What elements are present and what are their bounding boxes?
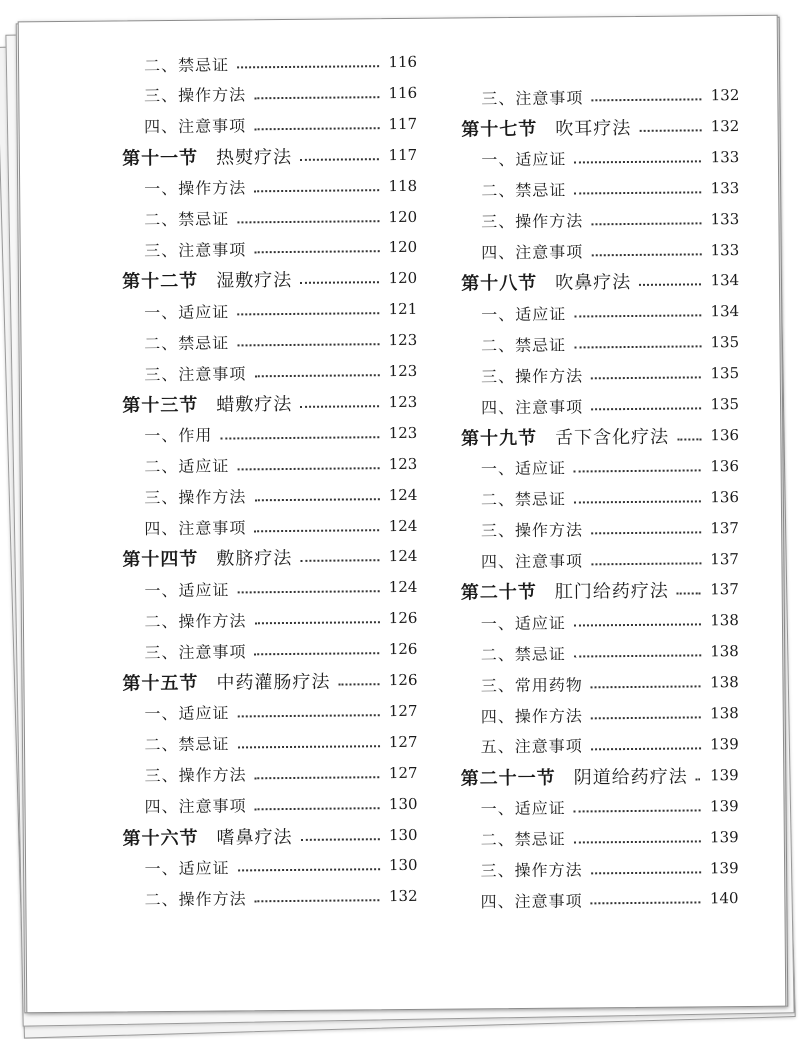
item-label: 一、适应证: [480, 798, 566, 819]
dot-leader: [254, 529, 379, 532]
toc-section-entry[interactable]: [461, 762, 739, 790]
toc-item-entry[interactable]: [144, 111, 417, 139]
item-label: 五、注意事项: [480, 736, 583, 757]
dot-leader: [574, 346, 701, 349]
toc-section-entry[interactable]: [122, 667, 417, 696]
page-number: 127: [388, 701, 418, 721]
toc-item-entry[interactable]: [481, 329, 739, 357]
toc-item-entry[interactable]: [481, 360, 739, 388]
item-label: 三、常用药物: [480, 675, 583, 695]
toc-item-entry[interactable]: [481, 175, 739, 203]
dot-leader: [300, 405, 379, 408]
toc-item-entry[interactable]: [480, 885, 738, 913]
item-label: 三、操作方法: [480, 520, 584, 541]
dot-leader: [255, 776, 380, 779]
item-label: 四、注意事项: [481, 242, 584, 263]
toc-item-entry[interactable]: [144, 80, 417, 108]
page-number: 138: [710, 611, 739, 630]
section-number: 第十九节: [460, 427, 538, 450]
section-number: 第十六节: [122, 827, 199, 849]
item-label: 一、适应证: [144, 858, 230, 879]
page-number: 121: [388, 300, 418, 319]
item-label: 一、适应证: [481, 149, 567, 170]
toc-section-entry[interactable]: [122, 142, 417, 171]
page-number: 133: [710, 147, 740, 167]
section-title: 肛门给药疗法: [554, 581, 669, 604]
dot-leader: [237, 343, 379, 346]
toc-item-entry[interactable]: [481, 453, 739, 481]
dot-leader: [574, 624, 701, 627]
toc-item-entry[interactable]: [481, 638, 739, 666]
toc-item-entry[interactable]: [481, 298, 739, 326]
page-number: 116: [388, 52, 418, 72]
page-number: 123: [388, 392, 418, 412]
section-label: [122, 390, 292, 417]
page-number: 127: [388, 732, 418, 751]
toc-item-entry[interactable]: [481, 607, 739, 635]
dot-leader: [574, 500, 701, 503]
dot-leader: [591, 253, 701, 256]
item-label: 三、注意事项: [144, 641, 247, 662]
dot-leader: [574, 840, 701, 843]
dot-leader: [574, 160, 701, 163]
toc-item-entry[interactable]: [144, 852, 417, 880]
page-number: 137: [710, 518, 740, 537]
item-label: 一、适应证: [144, 302, 230, 322]
item-label: 一、适应证: [481, 304, 567, 325]
page-number: 133: [710, 240, 740, 259]
dot-leader: [237, 467, 379, 470]
dot-leader: [591, 376, 701, 379]
section-title: 蜡敷疗法: [216, 393, 293, 416]
toc-page: [18, 15, 787, 1014]
page-number: 139: [709, 827, 739, 846]
dot-leader: [591, 902, 701, 905]
toc-item-entry[interactable]: [481, 144, 739, 172]
section-number: 第十四节: [122, 549, 199, 571]
item-label: 三、操作方法: [144, 487, 247, 508]
toc-item-entry[interactable]: [481, 82, 739, 110]
section-number: 第十三节: [122, 394, 199, 417]
page-number: 117: [388, 145, 418, 164]
toc-item-entry[interactable]: [481, 700, 739, 728]
dot-leader: [639, 129, 701, 132]
dot-leader: [238, 869, 380, 872]
dot-leader: [574, 809, 701, 812]
dot-leader: [237, 65, 379, 68]
page-number: 116: [388, 83, 418, 102]
toc-item-entry[interactable]: [481, 546, 739, 574]
page-number: 137: [710, 580, 739, 599]
section-number: 第二十节: [460, 582, 537, 604]
section-number: 第二十一节: [460, 767, 556, 790]
dot-leader: [696, 778, 701, 780]
toc-section-entry[interactable]: [461, 113, 739, 141]
page-number: 138: [710, 642, 739, 661]
page-number: 135: [710, 364, 740, 383]
toc-item-entry[interactable]: [481, 731, 739, 759]
dot-leader: [639, 284, 701, 287]
toc-item-entry[interactable]: [481, 206, 739, 234]
section-title: 热熨疗法: [216, 146, 293, 169]
section-label: [122, 822, 292, 849]
item-label: 二、禁忌证: [144, 333, 230, 353]
item-label: 三、操作方法: [144, 765, 247, 786]
page-number: 136: [710, 487, 740, 506]
page-number: 126: [388, 639, 418, 659]
toc-item-entry[interactable]: [144, 883, 417, 911]
item-label: 二、操作方法: [144, 889, 247, 910]
dot-leader: [591, 562, 701, 565]
item-label: 二、禁忌证: [480, 489, 567, 510]
toc-item-entry[interactable]: [144, 358, 417, 386]
page-number: 133: [710, 178, 740, 197]
toc-section-entry[interactable]: [122, 821, 417, 850]
section-label: [122, 668, 330, 696]
dot-leader: [574, 655, 701, 658]
dot-leader: [591, 531, 701, 534]
page-number: 126: [388, 609, 418, 628]
page-number: 137: [710, 549, 739, 568]
item-label: 二、禁忌证: [480, 644, 566, 665]
toc-item-entry[interactable]: [480, 855, 738, 883]
page-number: 126: [388, 670, 418, 690]
section-label: [122, 143, 292, 170]
section-label: [461, 423, 669, 451]
page-number: 139: [709, 796, 739, 816]
dot-leader: [677, 438, 701, 440]
page-number: 136: [710, 456, 740, 476]
item-label: 三、注意事项: [481, 87, 584, 108]
page-number: 124: [388, 578, 418, 597]
toc-item-entry[interactable]: [481, 669, 739, 697]
page-number: 130: [388, 825, 418, 844]
dot-leader: [254, 652, 379, 655]
page-number: 133: [710, 209, 740, 228]
section-label: [461, 577, 669, 605]
item-label: 一、作用: [144, 425, 213, 446]
toc-item-entry[interactable]: [481, 515, 739, 543]
toc-item-entry[interactable]: [144, 172, 417, 200]
section-label: [461, 114, 631, 141]
toc-item-entry[interactable]: [144, 636, 417, 664]
page-number: 138: [710, 704, 739, 723]
section-title: 敷脐疗法: [216, 548, 293, 571]
dot-leader: [591, 685, 701, 688]
toc-item-entry[interactable]: [144, 451, 417, 479]
page-number: 124: [388, 547, 418, 566]
section-title: 舌下含化疗法: [554, 426, 670, 449]
toc-section-entry[interactable]: [122, 389, 417, 418]
item-label: 四、注意事项: [480, 396, 584, 417]
item-label: 三、操作方法: [481, 211, 584, 232]
page-number: 124: [388, 485, 418, 504]
toc-item-entry[interactable]: [481, 237, 739, 265]
page-number: 132: [710, 116, 740, 136]
section-title: 吹鼻疗法: [555, 272, 632, 295]
section-label: [122, 266, 292, 293]
toc-item-entry[interactable]: [481, 793, 739, 821]
dot-leader: [254, 251, 379, 254]
item-label: 二、禁忌证: [143, 54, 230, 75]
section-title: 嗜鼻疗法: [216, 826, 293, 849]
item-label: 二、禁忌证: [144, 734, 230, 755]
item-label: 二、适应证: [144, 456, 230, 477]
page-number: 127: [388, 763, 418, 782]
page-number: 132: [710, 86, 740, 105]
section-title: 中药灌肠疗法: [216, 671, 331, 694]
dot-leader: [591, 716, 701, 719]
toc-item-entry[interactable]: [144, 296, 417, 324]
dot-leader: [254, 374, 379, 377]
item-label: 四、注意事项: [144, 518, 247, 539]
item-label: 一、适应证: [144, 703, 230, 724]
section-number: 第十七节: [461, 118, 538, 141]
item-label: 二、禁忌证: [480, 829, 566, 850]
dot-leader: [591, 98, 701, 101]
page-number: 139: [709, 765, 739, 785]
dot-leader: [237, 220, 379, 223]
dot-leader: [254, 189, 379, 192]
dot-leader: [591, 222, 701, 225]
dot-leader: [238, 745, 380, 748]
dot-leader: [591, 407, 701, 410]
page-number: 130: [388, 856, 418, 875]
dot-leader: [237, 312, 379, 315]
toc-section-entry[interactable]: [461, 422, 739, 450]
toc-section-entry[interactable]: [461, 576, 739, 604]
section-number: 第十五节: [122, 672, 199, 695]
dot-leader: [301, 838, 380, 841]
section-number: 第十一节: [122, 147, 199, 170]
dot-leader: [574, 191, 701, 194]
item-label: 四、操作方法: [480, 705, 583, 726]
item-label: 四、注意事项: [144, 796, 247, 817]
dot-leader: [591, 871, 701, 874]
section-title: 阴道给药疗法: [573, 766, 688, 789]
dot-leader: [254, 498, 379, 501]
dot-leader: [300, 158, 379, 161]
dot-leader: [591, 747, 701, 750]
toc-item-entry[interactable]: [144, 49, 417, 77]
page-number: 132: [388, 887, 418, 906]
section-number: 第十二节: [122, 271, 199, 293]
item-label: 二、禁忌证: [481, 335, 567, 355]
page-number: 120: [388, 269, 418, 288]
item-label: 四、注意事项: [144, 116, 247, 137]
section-label: [122, 544, 292, 571]
dot-leader: [254, 621, 379, 624]
dot-leader: [220, 436, 379, 439]
item-label: 一、适应证: [480, 613, 566, 634]
toc-item-entry[interactable]: [144, 698, 417, 726]
section-title: 吹耳疗法: [555, 117, 632, 140]
page-number: 120: [388, 238, 418, 257]
dot-leader: [300, 281, 379, 284]
page-number: 124: [388, 516, 418, 535]
toc-item-entry[interactable]: [144, 420, 417, 448]
toc-item-entry[interactable]: [144, 790, 417, 818]
page-number: 117: [388, 114, 418, 133]
dot-leader: [574, 469, 701, 472]
page-number: 123: [388, 330, 418, 350]
toc-item-entry[interactable]: [481, 391, 739, 419]
page-number: 123: [388, 361, 418, 381]
page-number: 134: [710, 271, 740, 290]
page-number: 134: [710, 302, 740, 321]
section-title: 湿敷疗法: [216, 270, 293, 292]
dot-leader: [255, 807, 380, 810]
dot-leader: [300, 560, 379, 563]
page-number: 118: [388, 176, 418, 195]
dot-leader: [338, 683, 379, 685]
toc-item-entry[interactable]: [144, 203, 417, 231]
page-number: 130: [388, 794, 418, 813]
item-label: 二、操作方法: [144, 611, 247, 631]
toc-item-entry[interactable]: [144, 729, 417, 757]
item-label: 一、操作方法: [144, 178, 247, 199]
page-number: 120: [388, 207, 418, 226]
page-number: 135: [710, 333, 740, 352]
section-label: [461, 762, 688, 790]
toc-item-entry[interactable]: [144, 481, 417, 509]
toc-item-entry[interactable]: [144, 234, 417, 262]
item-label: 一、适应证: [480, 458, 567, 479]
item-label: 三、操作方法: [480, 860, 583, 881]
toc-item-entry[interactable]: [144, 605, 417, 633]
toc-item-entry[interactable]: [144, 760, 417, 788]
dot-leader: [677, 593, 701, 595]
page-number: 123: [388, 423, 418, 442]
toc-section-entry[interactable]: [461, 267, 739, 295]
page-number: 140: [709, 889, 739, 908]
page-number: 123: [388, 454, 418, 473]
dot-leader: [574, 315, 701, 318]
section-label: [461, 268, 631, 295]
item-label: 四、注意事项: [480, 891, 583, 912]
dot-leader: [237, 590, 379, 593]
page-number: 139: [709, 858, 739, 877]
toc-item-entry[interactable]: [481, 484, 739, 512]
dot-leader: [255, 900, 380, 903]
item-label: 一、适应证: [144, 580, 230, 601]
item-label: 四、注意事项: [480, 551, 584, 572]
item-label: 二、禁忌证: [481, 180, 567, 201]
item-label: 三、注意事项: [144, 363, 247, 384]
toc-item-entry[interactable]: [144, 512, 417, 540]
section-number: 第十八节: [461, 273, 538, 295]
dot-leader: [238, 714, 380, 717]
page-number: 136: [710, 425, 740, 445]
dot-leader: [254, 96, 379, 99]
toc-section-entry[interactable]: [122, 265, 417, 294]
item-label: 三、操作方法: [144, 85, 247, 106]
item-label: 二、禁忌证: [144, 209, 230, 230]
toc-item-entry[interactable]: [144, 574, 417, 602]
page-number: 135: [710, 395, 740, 414]
dot-leader: [254, 127, 379, 130]
item-label: 三、操作方法: [481, 366, 584, 386]
page-number: 139: [709, 734, 739, 754]
page-number: 138: [710, 673, 739, 692]
toc-item-entry[interactable]: [144, 327, 417, 355]
toc-section-entry[interactable]: [122, 543, 417, 572]
toc-item-entry[interactable]: [481, 824, 739, 852]
item-label: 三、注意事项: [144, 240, 247, 261]
